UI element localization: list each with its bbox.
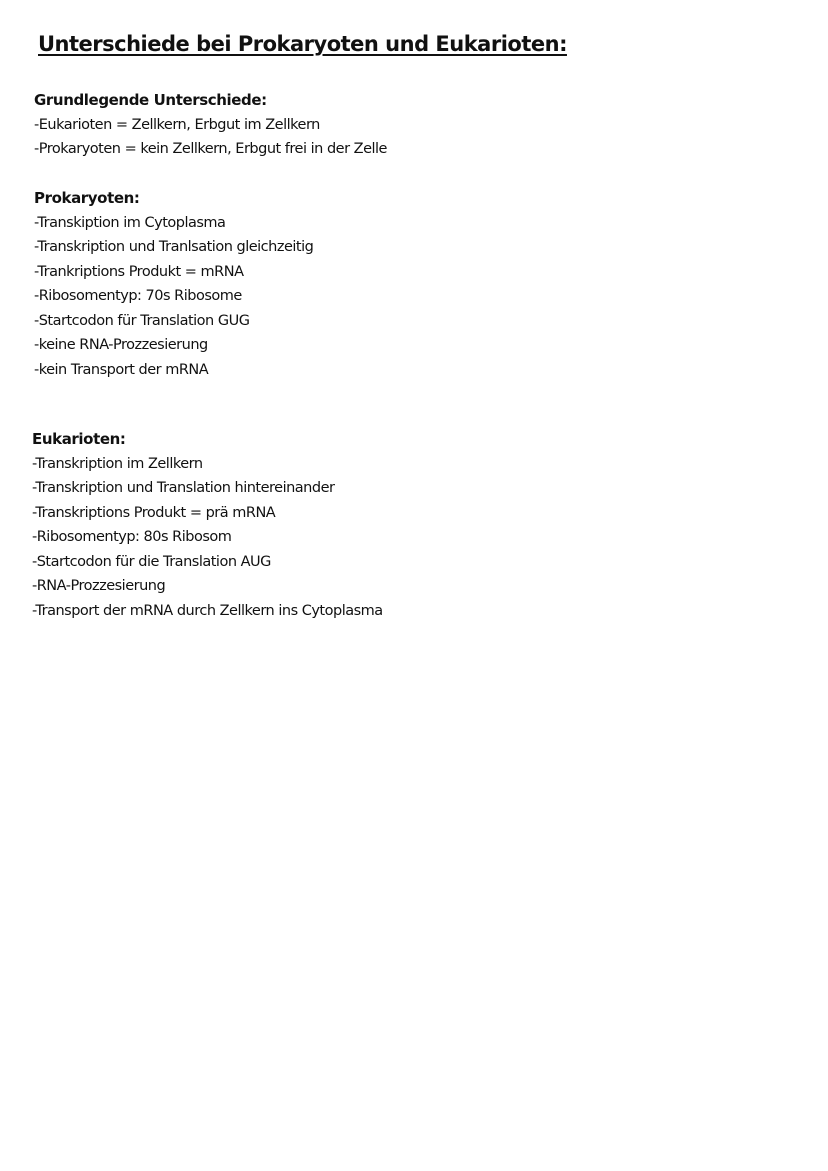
list-item: -kein Transport der mRNA: [34, 361, 209, 378]
section-heading: Eukarioten:: [32, 430, 126, 448]
list-item: -Prokaryoten = kein Zellkern, Erbgut frei in der Zelle: [34, 141, 387, 157]
list-item: -Eukarioten = Zellkern, Erbgut im Zellkern: [34, 116, 320, 133]
list-item: -Trankriptions Produkt = mRNA: [34, 263, 244, 280]
list-item: -Transkiption im Cytoplasma: [34, 214, 226, 231]
section-grundlegende-unterschiede: [34, 88, 387, 162]
list-item: -Transport der mRNA durch Zellkern ins Cytoplasma: [32, 602, 383, 619]
item-list: [32, 452, 383, 624]
section-eukarioten: [32, 427, 383, 623]
section-heading: Grundlegende Unterschiede:: [34, 91, 267, 109]
list-item: -Transkription im Zellkern: [32, 455, 203, 472]
list-item: -Startcodon für die Translation AUG: [32, 553, 271, 570]
item-list: [34, 113, 387, 162]
list-item: -Startcodon für Translation GUG: [34, 312, 250, 329]
list-item: -Transkription und Tranlsation gleichzeitig: [34, 239, 314, 255]
list-item: -Transkriptions Produkt = prä mRNA: [32, 504, 276, 521]
list-item: -RNA-Prozzesierung: [32, 578, 166, 594]
page-title: Unterschiede bei Prokaryoten und Eukarioten:: [38, 32, 567, 56]
list-item: -Ribosomentyp: 70s Ribosome: [34, 288, 242, 304]
list-item: -keine RNA-Prozzesierung: [34, 337, 208, 353]
section-prokaryoten: [34, 186, 313, 382]
list-item: -Transkription und Translation hintereinander: [32, 480, 335, 496]
section-heading: Prokaryoten:: [34, 189, 140, 207]
item-list: [34, 211, 313, 383]
list-item: -Ribosomentyp: 80s Ribosom: [32, 529, 232, 545]
